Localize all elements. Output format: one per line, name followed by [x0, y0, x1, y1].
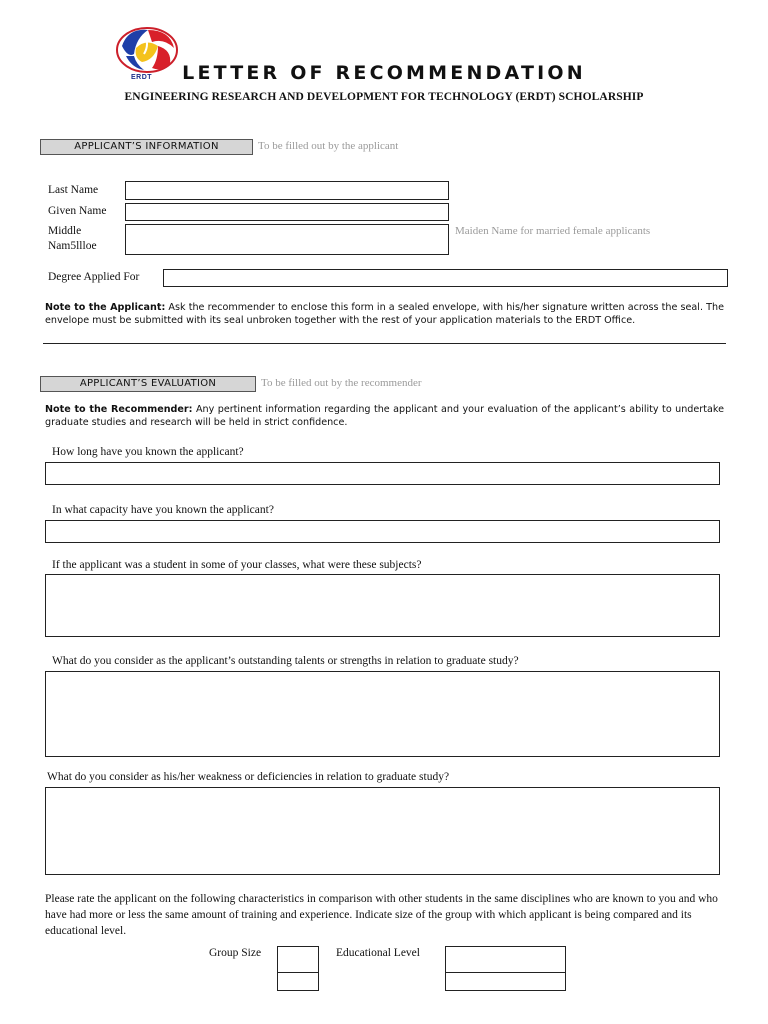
last-name-field[interactable]: [125, 181, 449, 200]
page-title: LETTER OF RECOMMENDATION: [182, 62, 586, 84]
middle-name-label-line1: Middle: [48, 225, 82, 237]
applicant-note-text: Ask the recommender to enclose this form in a sealed envelope, with his/her signature written across the seal. The envelope must be submitted with its seal unbroken together with the rest of your application materials to the ERDT Office.: [45, 302, 724, 326]
question-weaknesses-label: What do you consider as his/her weakness or deficiencies in relation to graduate study?: [47, 771, 450, 783]
recommender-note-text: Any pertinent information regarding the applicant and your evaluation of the applicant’s ability to undertake graduate studies and research will be held in strict confidence.: [45, 404, 724, 428]
degree-applied-label: Degree Applied For: [48, 271, 140, 283]
degree-applied-field[interactable]: [163, 269, 728, 287]
how-long-known-field[interactable]: [45, 462, 720, 485]
applicant-evaluation-section-label: APPLICANT’S EVALUATION: [40, 376, 256, 392]
group-size-field[interactable]: [277, 946, 319, 991]
recommender-note-heading: Note to the Recommender:: [45, 404, 193, 415]
rating-instructions: Please rate the applicant on the following characteristics in comparison with other students in the same disciplines who are known to you and who have had more or less the same amount of training and experience. Indicate size of the group with which applicant is being compared and its educational level.: [45, 893, 718, 937]
group-size-divider: [277, 972, 319, 973]
applicant-info-hint: To be filled out by the applicant: [258, 140, 399, 152]
maiden-name-hint: Maiden Name for married female applicants: [455, 225, 651, 237]
group-size-label: Group Size: [209, 947, 262, 959]
capacity-known-field[interactable]: [45, 520, 720, 543]
educational-level-divider: [445, 972, 566, 973]
educational-level-label: Educational Level: [336, 947, 420, 959]
weaknesses-field[interactable]: [45, 787, 720, 875]
middle-name-field[interactable]: [125, 224, 449, 255]
middle-name-label-line2: Nam5llloe: [48, 240, 97, 252]
subjects-field[interactable]: [45, 574, 720, 637]
given-name-label: Given Name: [48, 205, 107, 217]
question-strengths-label: What do you consider as the applicant’s outstanding talents or strengths in relation to graduate study?: [52, 655, 519, 667]
educational-level-field[interactable]: [445, 946, 566, 991]
question-capacity-label: In what capacity have you known the applicant?: [52, 504, 274, 516]
question-subjects-label: If the applicant was a student in some of your classes, what were these subjects?: [52, 559, 422, 571]
applicant-evaluation-hint: To be filled out by the recommender: [261, 377, 422, 389]
strengths-field[interactable]: [45, 671, 720, 757]
applicant-note: [45, 302, 724, 327]
applicant-info-section-label: APPLICANT’S INFORMATION: [40, 139, 253, 155]
applicant-note-heading: Note to the Applicant:: [45, 302, 166, 313]
last-name-label: Last Name: [48, 184, 99, 196]
recommender-note: [45, 404, 724, 429]
given-name-field[interactable]: [125, 203, 449, 221]
section-divider: [43, 343, 726, 344]
question-how-long-label: How long have you known the applicant?: [52, 446, 244, 458]
page-subtitle: ENGINEERING RESEARCH AND DEVELOPMENT FOR TECHNOLOGY (ERDT) SCHOLARSHIP: [124, 91, 644, 103]
logo-caption: ERDT: [131, 74, 153, 81]
